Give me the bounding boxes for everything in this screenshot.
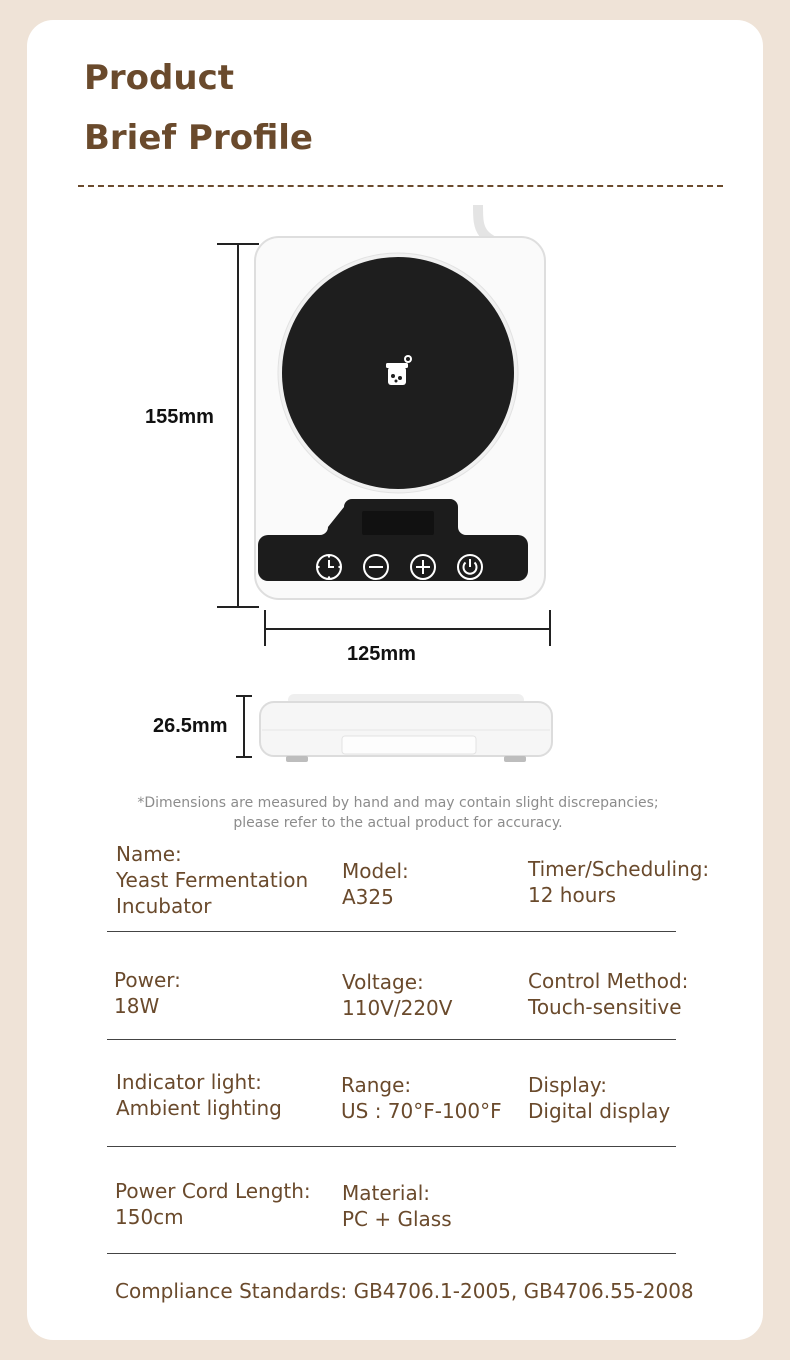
spec-timer xyxy=(528,856,709,908)
disclaimer-line1: *Dimensions are measured by hand and may contain slight discrepancies; xyxy=(137,795,659,811)
spec-voltage-label: Voltage: xyxy=(342,970,424,994)
spec-divider-3 xyxy=(107,1146,676,1147)
spec-name xyxy=(116,841,308,919)
spec-display-value: Digital display xyxy=(528,1099,671,1123)
spec-name-label: Name: xyxy=(116,842,182,866)
disclaimer-line2: please refer to the actual product for accuracy. xyxy=(233,815,563,831)
spec-range-value: US : 70°F-100°F xyxy=(341,1099,502,1123)
spec-cord xyxy=(115,1178,311,1230)
spec-model-value: A325 xyxy=(342,885,394,909)
thickness-dimension-line xyxy=(243,695,245,758)
thickness-dimension-cap-top xyxy=(236,695,252,697)
height-label: 155mm xyxy=(145,406,214,428)
width-dimension-cap-right xyxy=(549,610,551,646)
spec-cord-label: Power Cord Length: xyxy=(115,1179,311,1203)
spec-control-value: Touch-sensitive xyxy=(528,995,682,1019)
spec-voltage xyxy=(342,969,452,1021)
spec-cord-value: 150cm xyxy=(115,1205,184,1229)
spec-display xyxy=(528,1072,670,1124)
height-dimension-cap-top xyxy=(217,243,259,245)
spec-model-label: Model: xyxy=(342,859,409,883)
spec-material-value: PC + Glass xyxy=(342,1207,452,1231)
digital-display xyxy=(362,511,434,535)
height-dimension-cap-bottom xyxy=(217,606,259,608)
spec-voltage-value: 110V/220V xyxy=(342,996,453,1020)
spec-material xyxy=(342,1180,452,1232)
spec-power-value: 18W xyxy=(114,994,160,1018)
page-title-line2: Brief Profile xyxy=(84,118,313,158)
spec-indicator-label: Indicator light: xyxy=(116,1070,262,1094)
spec-name-value2: Incubator xyxy=(116,894,212,918)
spec-divider-2 xyxy=(107,1039,676,1040)
plus-icon[interactable] xyxy=(408,552,438,582)
spec-timer-label: Timer/Scheduling: xyxy=(528,857,710,881)
spec-timer-value: 12 hours xyxy=(528,883,617,907)
power-icon[interactable] xyxy=(455,552,485,582)
spec-power xyxy=(114,967,181,1019)
spec-power-label: Power: xyxy=(114,968,181,992)
thickness-dimension-cap-bottom xyxy=(236,756,252,758)
spec-compliance: Compliance Standards: GB4706.1-2005, GB4706.55-2008 xyxy=(115,1279,694,1303)
product-side-view xyxy=(258,690,554,766)
minus-icon[interactable] xyxy=(361,552,391,582)
spec-control-label: Control Method: xyxy=(528,969,689,993)
thickness-label: 26.5mm xyxy=(153,715,228,737)
spec-indicator-value: Ambient lighting xyxy=(116,1096,282,1120)
spec-name-value1: Yeast Fermentation xyxy=(116,868,309,892)
spec-divider-1 xyxy=(107,931,676,932)
page-title-line1: Product xyxy=(84,58,234,98)
spec-model xyxy=(342,858,409,910)
height-dimension-line xyxy=(237,243,239,608)
product-top-view xyxy=(250,205,550,605)
width-dimension-line xyxy=(264,628,550,630)
spec-range-label: Range: xyxy=(341,1073,412,1097)
spec-display-label: Display: xyxy=(528,1073,608,1097)
timer-icon[interactable] xyxy=(314,552,344,582)
title-divider xyxy=(78,185,723,187)
spec-divider-4 xyxy=(107,1253,676,1254)
spec-control xyxy=(528,968,688,1020)
width-dimension-cap-left xyxy=(264,610,266,646)
width-label: 125mm xyxy=(347,643,416,665)
spec-range xyxy=(341,1072,502,1124)
spec-indicator xyxy=(116,1069,282,1121)
spec-material-label: Material: xyxy=(342,1181,430,1205)
